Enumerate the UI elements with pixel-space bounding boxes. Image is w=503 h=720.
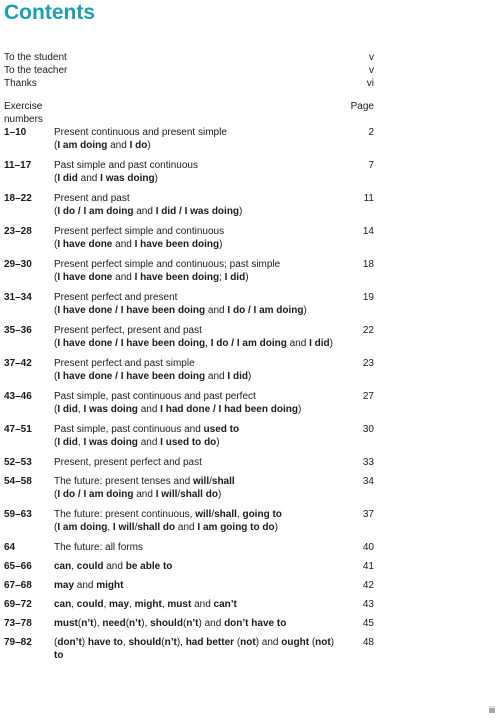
entry-page: 2 [368, 127, 374, 138]
entry-bold-segment: I had done / I had been doing [160, 404, 298, 415]
entry-text-segment: Past simple and past continuous [54, 160, 198, 171]
entry-text-segment: The future: present continuous, [54, 509, 196, 520]
entry-page: 37 [362, 509, 374, 520]
entry-title-line [54, 423, 344, 436]
entry-bold-segment: I have done / I have been doing [57, 371, 206, 382]
entry-page: 14 [362, 226, 374, 237]
contents-entry [4, 225, 374, 251]
entry-page: 23 [362, 358, 374, 369]
entry-text-segment: and [77, 173, 101, 184]
entry-text-segment: ) [217, 489, 222, 500]
entry-bold-segment: I did [57, 437, 78, 448]
entry-bold-segment: I do / I am doing [227, 305, 304, 316]
entry-page: 42 [362, 580, 374, 591]
entry-example-line [54, 521, 344, 534]
entry-text-segment: / [209, 476, 212, 487]
entry-text-segment: ) and [255, 637, 282, 648]
entry-bold-segment: I do / I am doing [210, 338, 287, 349]
entry-title [54, 126, 344, 152]
entry-bold-segment: I will [155, 489, 178, 500]
entry-bold-segment: I have been doing [134, 272, 220, 283]
entry-page: 48 [362, 637, 374, 648]
front-matter-label: To the student [4, 52, 67, 63]
entry-text-segment: / [177, 489, 181, 500]
exercise-numbers: 73–78 [4, 618, 32, 629]
entry-bold-segment: might [134, 599, 162, 610]
front-matter-label: Thanks [4, 78, 37, 89]
contents-list [4, 126, 374, 662]
entry-bold-segment: I have been doing [134, 239, 220, 250]
entry-title-line [54, 258, 344, 271]
entry-text-segment: The future: all forms [54, 542, 143, 553]
entry-bold-segment: not [315, 637, 331, 648]
contents-entry [4, 192, 374, 218]
entry-text-segment: Present and past [54, 193, 130, 204]
entry-page: 41 [362, 561, 374, 572]
entry-text-segment: ( [54, 239, 58, 250]
entry-text-segment: and [107, 140, 130, 151]
entry-bold-segment: n’t [186, 618, 199, 629]
entry-text-segment: ) [219, 239, 223, 250]
entry-title-line [54, 598, 344, 611]
column-headers [4, 100, 374, 126]
contents-entry [4, 126, 374, 152]
entry-text-segment: , [71, 561, 77, 572]
entry-text-segment: ( [161, 637, 165, 648]
entry-bold-segment: I did [227, 371, 248, 382]
exercise-numbers: 35–36 [4, 325, 32, 336]
entry-text-segment: ) [247, 371, 252, 382]
contents-entry [4, 159, 374, 185]
entry-example-line [54, 436, 344, 449]
entry-text-segment: and [103, 561, 126, 572]
entry-title-line [54, 159, 344, 172]
contents-heading: Contents [4, 1, 95, 24]
exercise-numbers: 54–58 [4, 476, 32, 487]
entry-bold-segment: I have done [57, 272, 113, 283]
entry-text-segment: ( [54, 404, 58, 415]
entry-title [54, 617, 344, 630]
entry-bold-segment: n’t [129, 618, 142, 629]
entry-text-segment: Past simple, past continuous and past perfect [54, 391, 256, 402]
entry-title [54, 636, 344, 662]
entry-text-segment: Present perfect simple and continuous; past simple [54, 259, 281, 270]
contents-entry [4, 324, 374, 350]
entry-title [54, 291, 344, 317]
entry-example-line [54, 172, 344, 185]
entry-text-segment: Present perfect and past simple [54, 358, 195, 369]
entry-bold-segment: I did / I was doing [155, 206, 240, 217]
entry-text-segment: and [133, 206, 156, 217]
entry-bold-segment: I do [129, 140, 148, 151]
entry-example-line [54, 370, 344, 383]
entry-text-segment: , [122, 637, 129, 648]
entry-title-line [54, 324, 344, 337]
entry-bold-segment: can’t [213, 599, 237, 610]
entry-page: 7 [368, 160, 374, 171]
entry-bold-segment: will [192, 476, 210, 487]
entry-text-segment: and [205, 371, 228, 382]
entry-example-line [54, 139, 344, 152]
page-header: Page [350, 101, 374, 112]
entry-page: 34 [362, 476, 374, 487]
entry-bold-segment: I did [224, 272, 246, 283]
entry-text-segment: , [71, 599, 77, 610]
entry-bold-segment: need [102, 618, 126, 629]
exercise-numbers: 52–53 [4, 457, 32, 468]
entry-title [54, 598, 344, 611]
entry-bold-segment: might [96, 580, 124, 591]
entry-text-segment: ( [182, 618, 187, 629]
entry-title [54, 456, 344, 469]
contents-entry [4, 508, 374, 534]
entry-title [54, 324, 344, 350]
entry-text-segment: , [129, 599, 135, 610]
entry-bold-segment: I have done / I have been doing [57, 338, 206, 349]
entry-title [54, 508, 344, 534]
entry-title [54, 390, 344, 416]
entry-text-segment: , [103, 599, 110, 610]
entry-bold-segment: may [54, 580, 75, 591]
entry-text-segment: and [137, 437, 161, 448]
entry-text-segment: ( [54, 140, 58, 151]
entry-text-segment: ( [309, 637, 316, 648]
entry-example-line [54, 337, 344, 350]
entry-title-line [54, 456, 344, 469]
entry-text-segment: and [191, 599, 214, 610]
front-matter-list [4, 51, 374, 90]
entry-example-line [54, 271, 344, 284]
entry-text-segment: , [107, 522, 113, 533]
entry-text-segment: ) [216, 437, 220, 448]
contents-entry [4, 598, 374, 611]
entry-title [54, 579, 344, 592]
entry-bold-segment: I was doing [100, 173, 155, 184]
exercise-numbers: 37–42 [4, 358, 32, 369]
entry-text-segment: and [286, 338, 310, 349]
entry-example-line [54, 488, 344, 501]
entry-bold-segment: shall [211, 476, 235, 487]
entry-title-line [54, 225, 344, 238]
entry-bold-segment: could [76, 561, 104, 572]
entry-bold-segment: will [195, 509, 212, 520]
entry-bold-segment: have to [87, 637, 123, 648]
contents-entry [4, 617, 374, 630]
entry-page: 27 [362, 391, 374, 402]
entry-title [54, 225, 344, 251]
entry-text-segment: Present perfect and present [54, 292, 178, 303]
entry-text-segment: ) [329, 338, 333, 349]
front-matter-label: To the teacher [4, 65, 68, 76]
entry-title-line [54, 636, 344, 662]
entry-bold-segment: don’t have to [224, 618, 287, 629]
exercise-numbers: 64 [4, 542, 16, 553]
entry-text-segment: and [133, 489, 156, 500]
entry-bold-segment: had better [185, 637, 235, 648]
exercise-numbers: 67–68 [4, 580, 32, 591]
entry-text-segment: Present perfect simple and continuous [54, 226, 225, 237]
entry-title-line [54, 475, 344, 488]
entry-bold-segment: must [54, 618, 78, 629]
entry-bold-segment: can [54, 561, 72, 572]
entry-text-segment: Present continuous and present simple [54, 127, 227, 138]
entry-bold-segment: can [54, 599, 72, 610]
front-matter-item [4, 77, 374, 90]
contents-entry [4, 475, 374, 501]
entry-page: 45 [362, 618, 374, 629]
entry-page: 18 [362, 259, 374, 270]
entry-title [54, 541, 344, 554]
entry-title [54, 560, 344, 573]
entry-title [54, 258, 344, 284]
entry-title [54, 159, 344, 185]
entry-bold-segment: I have done [57, 239, 113, 250]
entry-title-line [54, 126, 344, 139]
entry-bold-segment: used to [203, 424, 240, 435]
entry-title [54, 475, 344, 501]
entry-text-segment: ( [54, 437, 58, 448]
entry-page: 30 [362, 424, 374, 435]
entry-bold-segment: I was doing [83, 437, 138, 448]
exercise-numbers: 23–28 [4, 226, 32, 237]
exercise-numbers: 47–51 [4, 424, 32, 435]
entry-page: 22 [362, 325, 374, 336]
contents-entry [4, 291, 374, 317]
entry-text-segment: The future: present tenses and [54, 476, 193, 487]
contents-entry [4, 541, 374, 554]
entry-title-line [54, 508, 344, 521]
entry-bold-segment: shall [214, 509, 237, 520]
entry-bold-segment: shall do [180, 489, 218, 500]
entry-bold-segment: I have done / I have been doing [57, 305, 206, 316]
exercise-numbers: 31–34 [4, 292, 32, 303]
entry-text-segment: ) [330, 637, 335, 648]
entry-bold-segment: to [54, 650, 64, 661]
entry-text-segment: ) [147, 140, 151, 151]
contents-entry [4, 390, 374, 416]
exercise-numbers: 59–63 [4, 509, 32, 520]
entry-title-line [54, 560, 344, 573]
entry-bold-segment: I did [57, 404, 78, 415]
entry-bold-segment: I did [309, 338, 330, 349]
entry-text-segment: , [77, 404, 84, 415]
entry-bold-segment: could [76, 599, 104, 610]
entry-text-segment: ) [81, 637, 88, 648]
entry-page: 40 [362, 542, 374, 553]
entry-text-segment: , [77, 437, 84, 448]
front-matter-item [4, 64, 374, 77]
entry-bold-segment: I am going to do [197, 522, 275, 533]
entry-text-segment: ( [54, 305, 58, 316]
entry-bold-segment: I did [57, 173, 78, 184]
entry-text-segment: ) [303, 305, 307, 316]
exercise-numbers: 43–46 [4, 391, 32, 402]
entry-text-segment: ( [54, 338, 58, 349]
entry-text-segment: ), [141, 618, 151, 629]
entry-text-segment: ( [54, 637, 58, 648]
exercise-numbers-header: Exercise numbers [4, 101, 43, 125]
entry-text-segment: Present perfect, present and past [54, 325, 202, 336]
entry-bold-segment: not [240, 637, 256, 648]
entry-text-segment: ( [125, 618, 130, 629]
entry-title-line [54, 291, 344, 304]
entry-title [54, 192, 344, 218]
entry-text-segment: ( [54, 272, 58, 283]
exercise-numbers: 69–72 [4, 599, 32, 610]
page-number: iii [489, 705, 495, 715]
entry-text-segment: ) [239, 206, 243, 217]
entry-page: 11 [363, 193, 374, 204]
contents-entry [4, 560, 374, 573]
entry-text-segment: ( [54, 206, 58, 217]
entry-text-segment: ) [245, 272, 249, 283]
entry-text-segment: and [175, 522, 198, 533]
entry-bold-segment: going to [242, 509, 282, 520]
entry-page: 43 [362, 599, 374, 610]
entry-bold-segment: shall do [137, 522, 176, 533]
contents-entry [4, 258, 374, 284]
entry-bold-segment: n’t [81, 618, 94, 629]
entry-text-segment: ), [176, 637, 186, 648]
entry-text-segment: and [74, 580, 97, 591]
entry-bold-segment: ought [281, 637, 310, 648]
entry-text-segment: ( [234, 637, 241, 648]
entry-title-line [54, 192, 344, 205]
contents-entry [4, 456, 374, 469]
entry-text-segment: / [134, 522, 138, 533]
entry-example-line [54, 403, 344, 416]
exercise-numbers: 11–17 [4, 160, 32, 171]
entry-bold-segment: may [109, 599, 130, 610]
entry-text-segment: ) [154, 173, 158, 184]
entry-text-segment: ( [54, 522, 58, 533]
entry-example-line [54, 304, 344, 317]
entry-text-segment: ) and [198, 618, 225, 629]
entry-bold-segment: I used to do [160, 437, 217, 448]
entry-text-segment: , [236, 509, 243, 520]
entry-text-segment: and [137, 404, 161, 415]
entry-page: 33 [362, 457, 374, 468]
exercise-numbers: 1–10 [4, 127, 27, 138]
entry-text-segment: ), [93, 618, 103, 629]
entry-text-segment: ( [54, 173, 58, 184]
entry-example-line [54, 205, 344, 218]
entry-bold-segment: I am doing [57, 522, 108, 533]
entry-bold-segment: I do / I am doing [57, 489, 134, 500]
front-matter-item [4, 51, 374, 64]
entry-text-segment: , [205, 338, 211, 349]
entry-title-line [54, 390, 344, 403]
exercise-numbers: 79–82 [4, 637, 32, 648]
entry-bold-segment: I was doing [83, 404, 138, 415]
entry-title [54, 357, 344, 383]
entry-text-segment: ) [297, 404, 302, 415]
entry-bold-segment: I will [112, 522, 135, 533]
contents-entry [4, 579, 374, 592]
entry-text-segment: ( [54, 371, 58, 382]
entry-text-segment: ) [274, 522, 278, 533]
entry-text-segment: ( [54, 489, 58, 500]
entry-bold-segment: I do / I am doing [57, 206, 134, 217]
entry-title-line [54, 617, 344, 630]
entry-text-segment: and [112, 272, 135, 283]
entry-bold-segment: don’t [57, 637, 82, 648]
exercise-numbers: 18–22 [4, 193, 32, 204]
entry-text-segment: and [205, 305, 228, 316]
entry-text-segment: , [161, 599, 168, 610]
exercise-numbers: 29–30 [4, 259, 32, 270]
entry-page: 19 [362, 292, 374, 303]
entry-text-segment: ; [219, 272, 225, 283]
entry-text-segment: Past simple, past continuous and [54, 424, 204, 435]
entry-bold-segment: be able to [125, 561, 173, 572]
entry-title-line [54, 579, 344, 592]
front-matter-page: v [369, 52, 374, 63]
entry-bold-segment: must [167, 599, 192, 610]
entry-title-line [54, 541, 344, 554]
front-matter-page: v [369, 65, 374, 76]
entry-bold-segment: should [150, 618, 183, 629]
entry-example-line [54, 238, 344, 251]
entry-text-segment: and [112, 239, 135, 250]
entry-bold-segment: should [128, 637, 162, 648]
contents-entry [4, 636, 374, 662]
entry-title [54, 423, 344, 449]
contents-entry [4, 423, 374, 449]
front-matter-page: vi [366, 78, 374, 89]
entry-text-segment: Present, present perfect and past [54, 457, 202, 468]
entry-text-segment: ( [77, 618, 82, 629]
entry-text-segment: / [211, 509, 215, 520]
exercise-numbers: 65–66 [4, 561, 32, 572]
entry-title-line [54, 357, 344, 370]
entry-bold-segment: n’t [164, 637, 177, 648]
entry-bold-segment: I am doing [57, 140, 108, 151]
contents-entry [4, 357, 374, 383]
